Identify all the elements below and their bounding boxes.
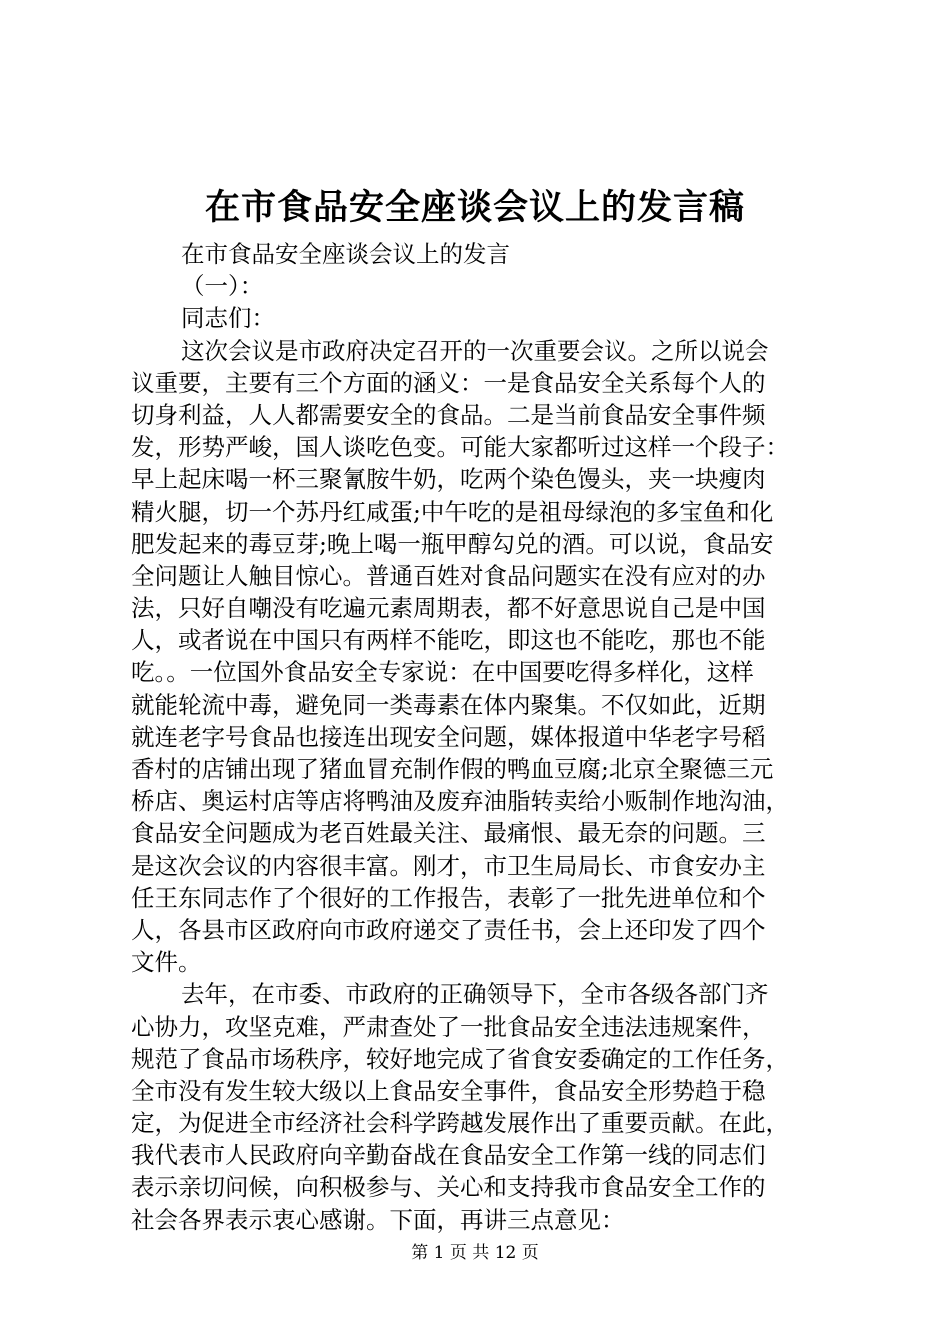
text-line: 早上起床喝一杯三聚氰胺牛奶，吃两个染色馒头，夹一块瘦肉 — [131, 465, 766, 494]
text-line: 香村的店铺出现了猪血冒充制作假的鸭血豆腐;北京全聚德三元 — [131, 755, 774, 783]
text-line: 切身利益，人人都需要安全的食品。二是当前食品安全事件频 — [131, 400, 766, 429]
text-line: 议重要，主要有三个方面的涵义：一是食品安全关系每个人的 — [131, 368, 766, 397]
text-line: 发，形势严峻，国人谈吃色变。可能大家都听过这样一个段子： — [131, 433, 789, 462]
text-line: 定，为促进全市经济社会科学跨越发展作出了重要贡献。在此， — [131, 1109, 789, 1138]
document-body — [131, 238, 829, 1236]
text-line: 我代表市人民政府向辛勤奋战在食品安全工作第一线的同志们 — [131, 1141, 766, 1170]
page-number-footer: 第 1 页 共 12 页 — [411, 1243, 539, 1263]
text-line: 文件。 — [131, 948, 202, 977]
text-line: 法，只好自嘲没有吃遍元素周期表，都不好意思说自己是中国 — [131, 594, 766, 623]
text-line: （一）： — [181, 272, 264, 301]
text-line: 去年，在市委、市政府的正确领导下，全市各级各部门齐 — [181, 980, 769, 1009]
text-line: 全问题让人触目惊心。普通百姓对食品问题实在没有应对的办 — [131, 561, 766, 590]
text-line: 表示亲切问候，向积极参与、关心和支持我市食品安全工作的 — [131, 1173, 766, 1202]
text-line: 就能轮流中毒，避免同一类毒素在体内聚集。不仅如此，近期 — [131, 690, 766, 719]
text-line: 食品安全问题成为老百姓最关注、最痛恨、最无奈的问题。三 — [131, 819, 766, 848]
text-line: 这次会议是市政府决定召开的一次重要会议。之所以说会 — [181, 336, 769, 365]
text-line: 人，各县市区政府向市政府递交了责任书，会上还印发了四个 — [131, 915, 766, 944]
text-line: 同志们： — [181, 304, 275, 333]
text-line: 桥店、奥运村店等店将鸭油及废弃油脂转卖给小贩制作地沟油， — [131, 787, 789, 816]
text-line: 规范了食品市场秩序，较好地完成了省食安委确定的工作任务， — [131, 1044, 789, 1073]
text-line: 在市食品安全座谈会议上的发言 — [181, 240, 510, 268]
text-line: 社会各界表示衷心感谢。下面，再讲三点意见： — [131, 1205, 625, 1234]
text-line: 精火腿，切一个苏丹红咸蛋;中午吃的是祖母绿泡的多宝鱼和化 — [131, 497, 774, 526]
text-line: 就连老字号食品也接连出现安全问题，媒体报道中华老字号稻 — [131, 722, 766, 751]
text-line: 人，或者说在中国只有两样不能吃，即这也不能吃，那也不能 — [131, 626, 766, 655]
text-line: 是这次会议的内容很丰富。刚才，市卫生局局长、市食安办主 — [131, 851, 766, 880]
text-line: 肥发起来的毒豆芽;晚上喝一瓶甲醇勾兑的酒。可以说，食品安 — [131, 529, 774, 558]
text-line: 任王东同志作了个很好的工作报告，表彰了一批先进单位和个 — [131, 883, 766, 912]
text-line: 心协力，攻坚克难，严肃查处了一批食品安全违法违规案件， — [131, 1012, 766, 1041]
document-title: 在市食品安全座谈会议上的发言稿 — [204, 187, 745, 228]
text-line: 全市没有发生较大级以上食品安全事件，食品安全形势趋于稳 — [131, 1076, 766, 1105]
text-line: 吃。。一位国外食品安全专家说：在中国要吃得多样化，这样 — [131, 658, 754, 687]
